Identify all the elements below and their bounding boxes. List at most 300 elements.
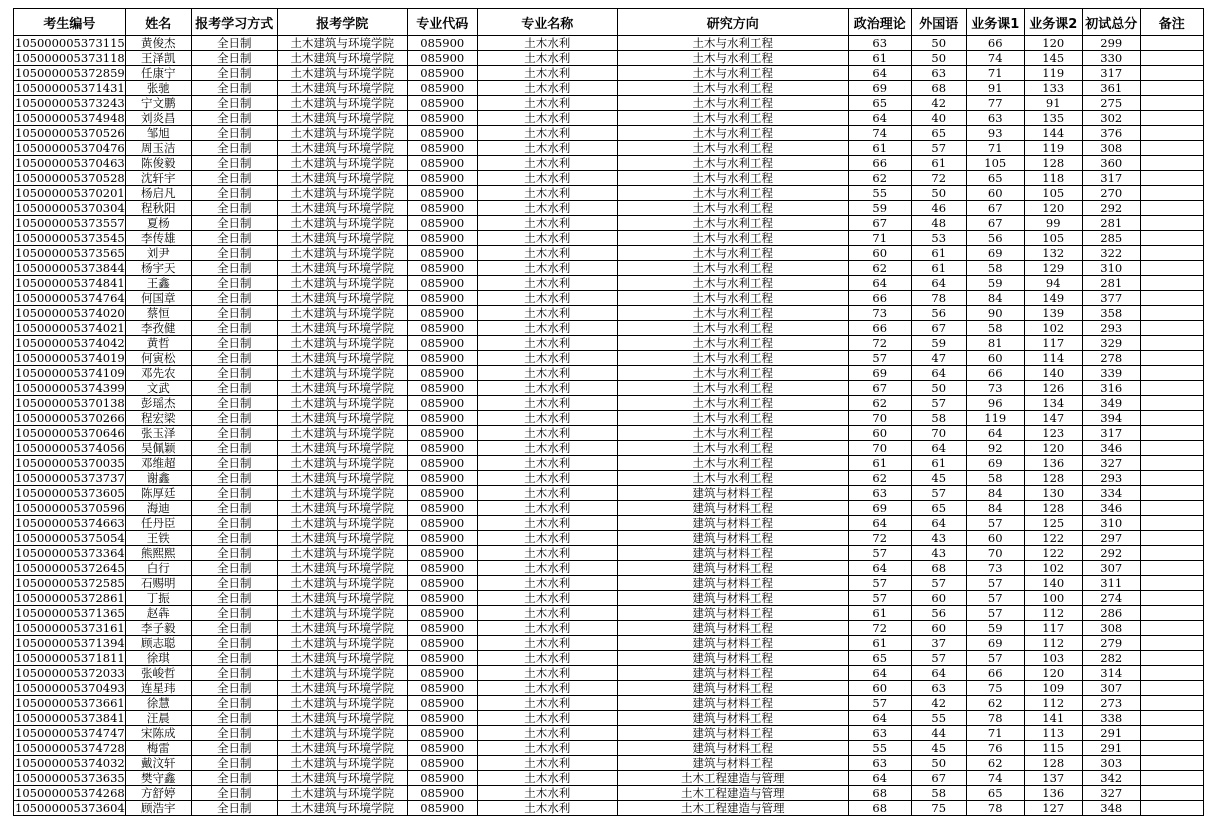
cell-exam-id: 105000005373661 bbox=[15, 696, 125, 710]
table-row bbox=[14, 606, 1204, 621]
cell-politics: 57 bbox=[848, 696, 911, 711]
cell-total: 297 bbox=[1082, 531, 1140, 546]
cell-total: 314 bbox=[1082, 666, 1140, 681]
cell-foreign-language: 50 bbox=[911, 186, 966, 201]
cell-politics: 61 bbox=[848, 141, 911, 156]
cell-name: 李孜健 bbox=[125, 321, 191, 336]
cell-foreign-language: 70 bbox=[911, 426, 966, 441]
cell-politics: 62 bbox=[848, 261, 911, 276]
cell-total: 327 bbox=[1082, 786, 1140, 801]
cell-school: 土木建筑与环境学院 bbox=[277, 666, 407, 681]
cell-name: 黄哲 bbox=[125, 336, 191, 351]
cell-subject-2: 123 bbox=[1024, 426, 1082, 441]
cell-major-name: 土木水利 bbox=[477, 441, 617, 456]
cell-study-mode: 全日制 bbox=[191, 231, 277, 246]
cell-subject-1: 62 bbox=[966, 696, 1024, 711]
cell-name: 陈俊毅 bbox=[125, 156, 191, 171]
cell-major-code: 085900 bbox=[407, 396, 477, 411]
cell-remarks bbox=[1140, 396, 1203, 411]
cell-major-code: 085900 bbox=[407, 426, 477, 441]
cell-name: 李传雄 bbox=[125, 231, 191, 246]
cell-politics: 72 bbox=[848, 621, 911, 636]
cell-remarks bbox=[1140, 486, 1203, 501]
cell-foreign-language: 64 bbox=[911, 516, 966, 531]
cell-exam-id: 105000005374399 bbox=[15, 381, 125, 395]
cell-major-code: 085900 bbox=[407, 156, 477, 171]
cell-politics: 57 bbox=[848, 591, 911, 606]
cell-major-code: 085900 bbox=[407, 621, 477, 636]
cell-research-direction: 土木与水利工程 bbox=[617, 351, 848, 366]
cell-foreign-language: 58 bbox=[911, 786, 966, 801]
table-row bbox=[14, 306, 1204, 321]
cell-school: 土木建筑与环境学院 bbox=[277, 621, 407, 636]
cell-major-code: 085900 bbox=[407, 531, 477, 546]
cell-subject-2: 105 bbox=[1024, 186, 1082, 201]
cell-major-code: 085900 bbox=[407, 216, 477, 231]
cell-subject-1: 70 bbox=[966, 546, 1024, 561]
cell-subject-2: 147 bbox=[1024, 411, 1082, 426]
cell-research-direction: 土木与水利工程 bbox=[617, 216, 848, 231]
cell-major-code: 085900 bbox=[407, 576, 477, 591]
col-header-major-code: 专业代码 bbox=[407, 9, 477, 36]
cell-study-mode: 全日制 bbox=[191, 591, 277, 606]
cell-name: 文武 bbox=[125, 381, 191, 396]
cell-politics: 62 bbox=[848, 171, 911, 186]
col-header-study-mode: 报考学习方式 bbox=[191, 9, 277, 36]
cell-research-direction: 土木与水利工程 bbox=[617, 81, 848, 96]
cell-foreign-language: 57 bbox=[911, 141, 966, 156]
cell-research-direction: 建筑与材料工程 bbox=[617, 651, 848, 666]
cell-politics: 63 bbox=[848, 726, 911, 741]
cell-major-code: 085900 bbox=[407, 411, 477, 426]
cell-politics: 66 bbox=[848, 321, 911, 336]
cell-subject-2: 144 bbox=[1024, 126, 1082, 141]
cell-remarks bbox=[1140, 441, 1203, 456]
cell-name: 沈轩宇 bbox=[125, 171, 191, 186]
cell-exam-id: 105000005373364 bbox=[15, 546, 125, 560]
cell-foreign-language: 48 bbox=[911, 216, 966, 231]
cell-total: 316 bbox=[1082, 381, 1140, 396]
cell-politics: 61 bbox=[848, 456, 911, 471]
cell-school: 土木建筑与环境学院 bbox=[277, 261, 407, 276]
cell-politics: 63 bbox=[848, 36, 911, 51]
cell-major-code: 085900 bbox=[407, 201, 477, 216]
cell-major-code: 085900 bbox=[407, 606, 477, 621]
cell-major-name: 土木水利 bbox=[477, 696, 617, 711]
cell-name: 方舒婷 bbox=[125, 786, 191, 801]
cell-study-mode: 全日制 bbox=[191, 801, 277, 816]
cell-total: 334 bbox=[1082, 486, 1140, 501]
cell-research-direction: 建筑与材料工程 bbox=[617, 486, 848, 501]
table-row bbox=[14, 681, 1204, 696]
cell-exam-id: 105000005373565 bbox=[15, 246, 125, 260]
cell-exam-id: 105000005373545 bbox=[15, 231, 125, 245]
cell-subject-2: 109 bbox=[1024, 681, 1082, 696]
table-row bbox=[14, 351, 1204, 366]
cell-study-mode: 全日制 bbox=[191, 306, 277, 321]
table-row bbox=[14, 501, 1204, 516]
cell-subject-2: 119 bbox=[1024, 66, 1082, 81]
cell-remarks bbox=[1140, 366, 1203, 381]
cell-total: 346 bbox=[1082, 441, 1140, 456]
cell-research-direction: 土木与水利工程 bbox=[617, 396, 848, 411]
cell-major-code: 085900 bbox=[407, 786, 477, 801]
cell-name: 陈厚廷 bbox=[125, 486, 191, 501]
cell-name: 邓维超 bbox=[125, 456, 191, 471]
cell-remarks bbox=[1140, 801, 1203, 816]
cell-name: 连星玮 bbox=[125, 681, 191, 696]
cell-subject-1: 67 bbox=[966, 201, 1024, 216]
cell-school: 土木建筑与环境学院 bbox=[277, 591, 407, 606]
cell-politics: 65 bbox=[848, 96, 911, 111]
cell-school: 土木建筑与环境学院 bbox=[277, 201, 407, 216]
cell-subject-1: 64 bbox=[966, 426, 1024, 441]
cell-name: 赵犇 bbox=[125, 606, 191, 621]
cell-major-name: 土木水利 bbox=[477, 276, 617, 291]
cell-subject-1: 69 bbox=[966, 246, 1024, 261]
cell-research-direction: 建筑与材料工程 bbox=[617, 636, 848, 651]
cell-subject-2: 149 bbox=[1024, 291, 1082, 306]
cell-subject-1: 57 bbox=[966, 576, 1024, 591]
cell-foreign-language: 56 bbox=[911, 306, 966, 321]
cell-total: 286 bbox=[1082, 606, 1140, 621]
table-row bbox=[14, 171, 1204, 186]
cell-name: 黄俊杰 bbox=[125, 36, 191, 51]
cell-exam-id: 105000005373557 bbox=[15, 216, 125, 230]
cell-major-code: 085900 bbox=[407, 231, 477, 246]
cell-major-name: 土木水利 bbox=[477, 756, 617, 771]
cell-study-mode: 全日制 bbox=[191, 261, 277, 276]
cell-foreign-language: 45 bbox=[911, 471, 966, 486]
cell-school: 土木建筑与环境学院 bbox=[277, 126, 407, 141]
cell-foreign-language: 50 bbox=[911, 381, 966, 396]
cell-name: 汪晨 bbox=[125, 711, 191, 726]
table-row bbox=[14, 456, 1204, 471]
cell-politics: 60 bbox=[848, 681, 911, 696]
cell-school: 土木建筑与环境学院 bbox=[277, 441, 407, 456]
cell-exam-id: 105000005374841 bbox=[15, 276, 125, 290]
cell-study-mode: 全日制 bbox=[191, 81, 277, 96]
cell-research-direction: 土木与水利工程 bbox=[617, 306, 848, 321]
cell-subject-2: 136 bbox=[1024, 456, 1082, 471]
cell-subject-2: 140 bbox=[1024, 576, 1082, 591]
cell-research-direction: 建筑与材料工程 bbox=[617, 591, 848, 606]
cell-remarks bbox=[1140, 456, 1203, 471]
header-row bbox=[14, 9, 1204, 36]
table-row bbox=[14, 216, 1204, 231]
cell-remarks bbox=[1140, 291, 1203, 306]
cell-remarks bbox=[1140, 96, 1203, 111]
cell-major-name: 土木水利 bbox=[477, 81, 617, 96]
cell-name: 梅雷 bbox=[125, 741, 191, 756]
cell-study-mode: 全日制 bbox=[191, 531, 277, 546]
cell-politics: 68 bbox=[848, 786, 911, 801]
cell-study-mode: 全日制 bbox=[191, 171, 277, 186]
cell-politics: 55 bbox=[848, 741, 911, 756]
cell-subject-1: 69 bbox=[966, 636, 1024, 651]
cell-total: 278 bbox=[1082, 351, 1140, 366]
cell-subject-1: 63 bbox=[966, 111, 1024, 126]
table-row bbox=[14, 276, 1204, 291]
cell-major-code: 085900 bbox=[407, 741, 477, 756]
cell-subject-1: 81 bbox=[966, 336, 1024, 351]
cell-remarks bbox=[1140, 171, 1203, 186]
cell-study-mode: 全日制 bbox=[191, 456, 277, 471]
cell-exam-id: 105000005373635 bbox=[15, 771, 125, 785]
cell-remarks bbox=[1140, 576, 1203, 591]
cell-total: 308 bbox=[1082, 141, 1140, 156]
cell-foreign-language: 65 bbox=[911, 501, 966, 516]
cell-study-mode: 全日制 bbox=[191, 336, 277, 351]
cell-politics: 64 bbox=[848, 111, 911, 126]
cell-exam-id: 105000005373161 bbox=[15, 621, 125, 635]
cell-politics: 61 bbox=[848, 606, 911, 621]
cell-total: 293 bbox=[1082, 321, 1140, 336]
cell-total: 281 bbox=[1082, 216, 1140, 231]
cell-politics: 72 bbox=[848, 336, 911, 351]
cell-politics: 55 bbox=[848, 186, 911, 201]
cell-major-name: 土木水利 bbox=[477, 246, 617, 261]
cell-foreign-language: 55 bbox=[911, 711, 966, 726]
table-row bbox=[14, 246, 1204, 261]
table-row bbox=[14, 81, 1204, 96]
cell-school: 土木建筑与环境学院 bbox=[277, 351, 407, 366]
cell-subject-1: 74 bbox=[966, 51, 1024, 66]
cell-name: 宋陈成 bbox=[125, 726, 191, 741]
cell-foreign-language: 67 bbox=[911, 321, 966, 336]
cell-school: 土木建筑与环境学院 bbox=[277, 411, 407, 426]
cell-exam-id: 105000005373243 bbox=[15, 96, 125, 110]
cell-major-name: 土木水利 bbox=[477, 741, 617, 756]
cell-school: 土木建筑与环境学院 bbox=[277, 246, 407, 261]
cell-study-mode: 全日制 bbox=[191, 366, 277, 381]
cell-foreign-language: 60 bbox=[911, 621, 966, 636]
cell-politics: 70 bbox=[848, 441, 911, 456]
cell-research-direction: 建筑与材料工程 bbox=[617, 501, 848, 516]
cell-name: 彭瑶杰 bbox=[125, 396, 191, 411]
cell-school: 土木建筑与环境学院 bbox=[277, 771, 407, 786]
cell-major-name: 土木水利 bbox=[477, 666, 617, 681]
cell-school: 土木建筑与环境学院 bbox=[277, 141, 407, 156]
cell-major-name: 土木水利 bbox=[477, 321, 617, 336]
cell-total: 308 bbox=[1082, 621, 1140, 636]
cell-subject-1: 77 bbox=[966, 96, 1024, 111]
table-row bbox=[14, 366, 1204, 381]
cell-study-mode: 全日制 bbox=[191, 216, 277, 231]
cell-name: 张峻哲 bbox=[125, 666, 191, 681]
table-row bbox=[14, 546, 1204, 561]
col-header-foreign-language: 外国语 bbox=[911, 9, 966, 36]
cell-subject-2: 139 bbox=[1024, 306, 1082, 321]
cell-major-code: 085900 bbox=[407, 456, 477, 471]
cell-subject-1: 84 bbox=[966, 291, 1024, 306]
cell-subject-1: 91 bbox=[966, 81, 1024, 96]
cell-exam-id: 105000005374056 bbox=[15, 441, 125, 455]
cell-study-mode: 全日制 bbox=[191, 201, 277, 216]
cell-subject-1: 119 bbox=[966, 411, 1024, 426]
cell-major-code: 085900 bbox=[407, 141, 477, 156]
cell-subject-1: 59 bbox=[966, 276, 1024, 291]
cell-exam-id: 105000005374032 bbox=[15, 756, 125, 770]
cell-name: 张驰 bbox=[125, 81, 191, 96]
cell-research-direction: 土木与水利工程 bbox=[617, 201, 848, 216]
cell-research-direction: 土木与水利工程 bbox=[617, 321, 848, 336]
cell-school: 土木建筑与环境学院 bbox=[277, 186, 407, 201]
cell-school: 土木建筑与环境学院 bbox=[277, 96, 407, 111]
cell-exam-id: 105000005370201 bbox=[15, 186, 125, 200]
cell-exam-id: 105000005372861 bbox=[15, 591, 125, 605]
table-row bbox=[14, 726, 1204, 741]
cell-study-mode: 全日制 bbox=[191, 321, 277, 336]
cell-exam-id: 105000005371365 bbox=[15, 606, 125, 620]
cell-politics: 60 bbox=[848, 246, 911, 261]
cell-major-name: 土木水利 bbox=[477, 66, 617, 81]
cell-study-mode: 全日制 bbox=[191, 621, 277, 636]
cell-study-mode: 全日制 bbox=[191, 711, 277, 726]
cell-exam-id: 105000005373844 bbox=[15, 261, 125, 275]
cell-name: 宁文鹏 bbox=[125, 96, 191, 111]
cell-total: 292 bbox=[1082, 546, 1140, 561]
cell-name: 石赐明 bbox=[125, 576, 191, 591]
cell-major-name: 土木水利 bbox=[477, 771, 617, 786]
cell-school: 土木建筑与环境学院 bbox=[277, 546, 407, 561]
cell-study-mode: 全日制 bbox=[191, 381, 277, 396]
cell-major-code: 085900 bbox=[407, 381, 477, 396]
cell-subject-2: 112 bbox=[1024, 636, 1082, 651]
cell-study-mode: 全日制 bbox=[191, 426, 277, 441]
cell-major-code: 085900 bbox=[407, 666, 477, 681]
cell-major-code: 085900 bbox=[407, 126, 477, 141]
cell-major-code: 085900 bbox=[407, 96, 477, 111]
cell-school: 土木建筑与环境学院 bbox=[277, 801, 407, 816]
cell-foreign-language: 63 bbox=[911, 66, 966, 81]
cell-study-mode: 全日制 bbox=[191, 681, 277, 696]
cell-study-mode: 全日制 bbox=[191, 606, 277, 621]
cell-name: 顾志聪 bbox=[125, 636, 191, 651]
cell-politics: 74 bbox=[848, 126, 911, 141]
cell-subject-1: 66 bbox=[966, 666, 1024, 681]
table-row bbox=[14, 96, 1204, 111]
cell-politics: 73 bbox=[848, 306, 911, 321]
cell-major-name: 土木水利 bbox=[477, 366, 617, 381]
cell-subject-2: 120 bbox=[1024, 441, 1082, 456]
cell-subject-2: 132 bbox=[1024, 246, 1082, 261]
cell-research-direction: 土木与水利工程 bbox=[617, 261, 848, 276]
cell-subject-1: 93 bbox=[966, 126, 1024, 141]
cell-name: 丁振 bbox=[125, 591, 191, 606]
cell-school: 土木建筑与环境学院 bbox=[277, 741, 407, 756]
cell-major-code: 085900 bbox=[407, 516, 477, 531]
cell-study-mode: 全日制 bbox=[191, 351, 277, 366]
cell-foreign-language: 50 bbox=[911, 756, 966, 771]
cell-remarks bbox=[1140, 711, 1203, 726]
table-row bbox=[14, 651, 1204, 666]
table-row bbox=[14, 396, 1204, 411]
cell-major-code: 085900 bbox=[407, 171, 477, 186]
cell-study-mode: 全日制 bbox=[191, 771, 277, 786]
cell-major-name: 土木水利 bbox=[477, 156, 617, 171]
cell-subject-1: 67 bbox=[966, 216, 1024, 231]
cell-research-direction: 建筑与材料工程 bbox=[617, 726, 848, 741]
cell-exam-id: 105000005373115 bbox=[15, 36, 125, 50]
cell-school: 土木建筑与环境学院 bbox=[277, 531, 407, 546]
cell-major-name: 土木水利 bbox=[477, 711, 617, 726]
cell-study-mode: 全日制 bbox=[191, 561, 277, 576]
cell-foreign-language: 65 bbox=[911, 126, 966, 141]
cell-name: 程秋阳 bbox=[125, 201, 191, 216]
cell-major-code: 085900 bbox=[407, 591, 477, 606]
cell-subject-2: 94 bbox=[1024, 276, 1082, 291]
cell-major-name: 土木水利 bbox=[477, 801, 617, 816]
cell-subject-1: 65 bbox=[966, 786, 1024, 801]
cell-remarks bbox=[1140, 126, 1203, 141]
cell-exam-id: 105000005370463 bbox=[15, 156, 125, 170]
table-row bbox=[14, 186, 1204, 201]
cell-major-name: 土木水利 bbox=[477, 471, 617, 486]
cell-subject-1: 84 bbox=[966, 486, 1024, 501]
cell-research-direction: 建筑与材料工程 bbox=[617, 681, 848, 696]
cell-research-direction: 土木与水利工程 bbox=[617, 246, 848, 261]
cell-politics: 69 bbox=[848, 501, 911, 516]
cell-foreign-language: 72 bbox=[911, 171, 966, 186]
table-row bbox=[14, 381, 1204, 396]
cell-foreign-language: 61 bbox=[911, 246, 966, 261]
cell-exam-id: 105000005374663 bbox=[15, 516, 125, 530]
cell-exam-id: 105000005370266 bbox=[15, 411, 125, 425]
cell-subject-2: 105 bbox=[1024, 231, 1082, 246]
cell-major-code: 085900 bbox=[407, 651, 477, 666]
cell-major-name: 土木水利 bbox=[477, 726, 617, 741]
cell-remarks bbox=[1140, 681, 1203, 696]
cell-research-direction: 土木与水利工程 bbox=[617, 381, 848, 396]
cell-politics: 70 bbox=[848, 411, 911, 426]
cell-name: 邓先农 bbox=[125, 366, 191, 381]
cell-major-name: 土木水利 bbox=[477, 606, 617, 621]
cell-school: 土木建筑与环境学院 bbox=[277, 786, 407, 801]
cell-major-code: 085900 bbox=[407, 801, 477, 816]
cell-exam-id: 105000005370646 bbox=[15, 426, 125, 440]
cell-research-direction: 建筑与材料工程 bbox=[617, 546, 848, 561]
cell-subject-2: 128 bbox=[1024, 156, 1082, 171]
cell-politics: 60 bbox=[848, 426, 911, 441]
cell-school: 土木建筑与环境学院 bbox=[277, 111, 407, 126]
cell-subject-2: 130 bbox=[1024, 486, 1082, 501]
cell-subject-2: 129 bbox=[1024, 261, 1082, 276]
table-row bbox=[14, 36, 1204, 51]
cell-subject-2: 145 bbox=[1024, 51, 1082, 66]
cell-major-code: 085900 bbox=[407, 546, 477, 561]
cell-name: 徐慧 bbox=[125, 696, 191, 711]
cell-remarks bbox=[1140, 771, 1203, 786]
cell-foreign-language: 50 bbox=[911, 36, 966, 51]
cell-remarks bbox=[1140, 696, 1203, 711]
cell-school: 土木建筑与环境学院 bbox=[277, 366, 407, 381]
cell-subject-1: 69 bbox=[966, 456, 1024, 471]
cell-major-code: 085900 bbox=[407, 186, 477, 201]
cell-foreign-language: 64 bbox=[911, 366, 966, 381]
cell-foreign-language: 59 bbox=[911, 336, 966, 351]
cell-research-direction: 土木与水利工程 bbox=[617, 366, 848, 381]
cell-name: 杨宇天 bbox=[125, 261, 191, 276]
cell-exam-id: 105000005374268 bbox=[15, 786, 125, 800]
cell-major-name: 土木水利 bbox=[477, 171, 617, 186]
cell-politics: 68 bbox=[848, 801, 911, 816]
cell-exam-id: 105000005370493 bbox=[15, 681, 125, 695]
table-row bbox=[14, 66, 1204, 81]
cell-exam-id: 105000005374020 bbox=[15, 306, 125, 320]
cell-foreign-language: 64 bbox=[911, 441, 966, 456]
table-row bbox=[14, 51, 1204, 66]
